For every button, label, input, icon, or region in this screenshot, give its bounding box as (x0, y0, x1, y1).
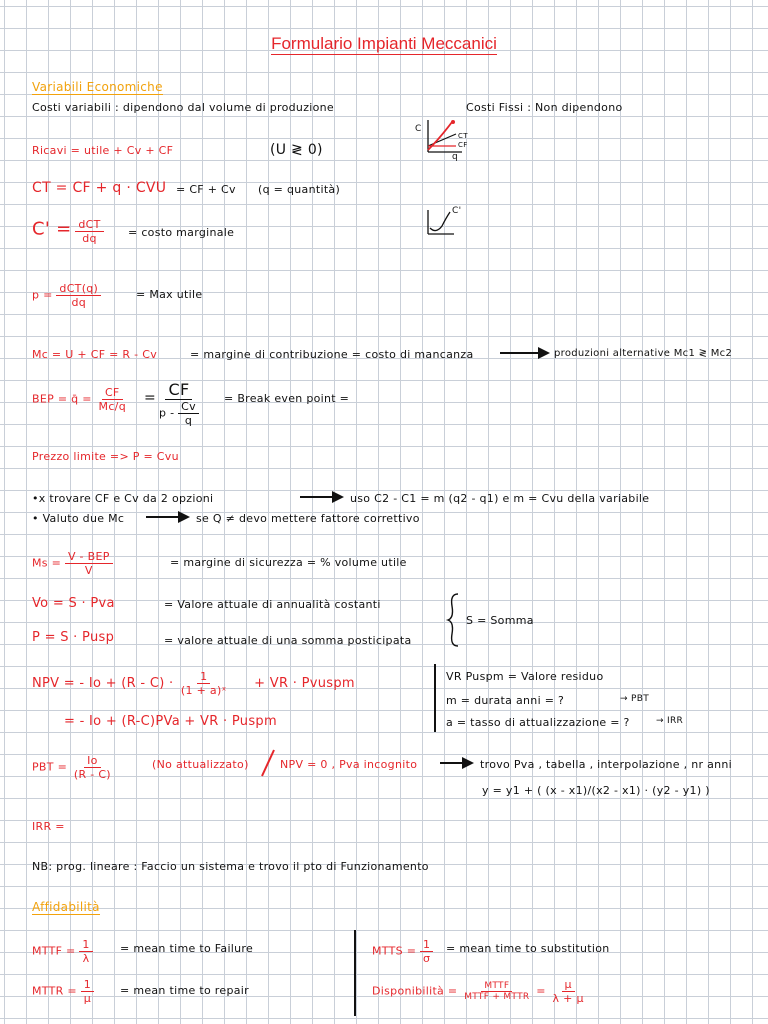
ms-formula: Ms = $\frac{\text{V - BEP}}{V}$ (32, 550, 113, 577)
graph-y-label: C (415, 124, 422, 134)
graph-x-label: q (452, 152, 459, 162)
pbt-formula: PBT = $\frac{Io}{(R - C)}$ (32, 754, 111, 781)
opzioni-line2b: se Q ≠ devo mettere fattore correttivo (196, 512, 420, 525)
pbt-note: (No attualizzato) (152, 758, 249, 771)
arrow-right-icon (300, 490, 344, 504)
arrow-right-icon (440, 756, 474, 770)
bep-text: = Break even point = (224, 392, 350, 405)
max-utile-formula: p = $\frac{\text{dCT(q)}}{dq}$ (32, 282, 101, 309)
costo-marginale-formula: C' = $\frac{\text{dCT}}{dq}$ (32, 218, 104, 245)
bep-formula: BEP = q̄ = $\frac{CF}{Mc/q}$ (32, 386, 126, 413)
prezzo-limite: Prezzo limite => P = Cvu (32, 450, 179, 463)
vo-text: = Valore attuale di annualità costanti (164, 598, 381, 611)
slash-divider (260, 748, 276, 778)
legend-m-arrow: → PBT (620, 694, 650, 704)
costi-fissi-text: Costi Fissi : Non dipendono (466, 101, 623, 114)
costi-variabili-text: Costi variabili : dipendono dal volume di produzione (32, 101, 335, 114)
page-title: Formulario Impianti Meccanici (271, 34, 497, 53)
arrow-right-icon (500, 346, 550, 360)
section-heading-economiche: Variabili Economiche (32, 80, 163, 94)
cost-graph (418, 116, 468, 164)
ct-formula: CT = CF + q · CVU (32, 180, 167, 196)
utile-note: (U ≷ 0) (270, 142, 323, 158)
vo-formula: Vo = S · Pva (32, 596, 115, 611)
npv-zero-text: NPV = 0 , Pva incognito (280, 758, 418, 771)
divider-vertical (354, 930, 356, 1016)
divider-vertical (434, 664, 436, 732)
mc-text: = margine di contribuzione = costo di mancanza (190, 348, 474, 361)
npv-line2: = - Io + (R-C)PVa + VR · Puspm (64, 714, 277, 729)
ct-mid: = CF + Cv (176, 183, 236, 196)
legend-a-arrow: → IRR (656, 716, 684, 726)
s-somma-text: S = Somma (466, 614, 534, 627)
p-formula: P = S · Pusp (32, 630, 115, 645)
mttr-formula: MTTR = $\frac{1}{\mu}$ (32, 978, 94, 1005)
ms-text: = margine di sicurezza = % volume utile (170, 556, 407, 569)
p-text: = valore attuale di una somma posticipata (164, 634, 412, 647)
irr-formula: IRR = (32, 820, 65, 833)
legend-m: m = durata anni = ? (446, 694, 565, 707)
graph-cf-label: CF (458, 141, 468, 149)
interpolation-formula: y = y1 + ( (x - x1)/(x2 - x1) · (y2 - y1) ) (482, 784, 710, 797)
bep-second-fraction: CF p - $\frac{Cv}{q}$ (156, 380, 202, 427)
mc-formula: Mc = U + CF = R - Cv (32, 348, 158, 361)
mc-after: produzioni alternative Mc1 ≷ Mc2 (554, 348, 733, 359)
npv-formula: NPV = - Io + (R - C) · $\frac{1}{\text{(1 + a)ˣ}}$ + VR · Pvuspm (32, 670, 355, 697)
mtts-text: = mean time to substitution (446, 942, 610, 955)
opzioni-line1a: •x trovare CF e Cv da 2 opzioni (32, 492, 214, 505)
section-heading-affidabilita: Affidabilità (32, 900, 100, 914)
legend-a: a = tasso di attualizzazione = ? (446, 716, 630, 729)
nb-text: NB: prog. lineare : Faccio un sistema e trovo il pto di Funzionamento (32, 860, 429, 873)
opzioni-line2a: • Valuto due Mc (32, 512, 125, 525)
marginal-graph-label: C' (452, 206, 462, 216)
costo-marginale-text: = costo marginale (128, 226, 235, 239)
opzioni-line1b: uso C2 - C1 = m (q2 - q1) e m = Cvu della variabile (350, 492, 650, 505)
mttf-formula: MTTF = $\frac{1}{\lambda}$ (32, 938, 93, 965)
graph-ct-label: CT (458, 132, 468, 140)
mttr-text: = mean time to repair (120, 984, 249, 997)
mttf-text: = mean time to Failure (120, 942, 254, 955)
arrow-right-icon (146, 510, 190, 524)
brace-icon (446, 592, 460, 648)
mtts-formula: MTTS = $\frac{1}{\sigma}$ (372, 938, 433, 965)
disponibilita-formula: Disponibilità = $\frac{\text{MTTF}}{\text{MTTF + MTTR}}$ = $\frac{\mu}{\lambda + \mu}$ (372, 978, 584, 1005)
legend-vr: VR Puspm = Valore residuo (446, 670, 604, 683)
ricavi-formula: Ricavi = utile + Cv + CF (32, 144, 174, 157)
pbt-after: trovo Pva , tabella , interpolazione , nr anni (480, 758, 733, 771)
bep-equal: = (144, 390, 157, 406)
ct-note: (q = quantità) (258, 183, 341, 196)
max-utile-text: = Max utile (136, 288, 203, 301)
